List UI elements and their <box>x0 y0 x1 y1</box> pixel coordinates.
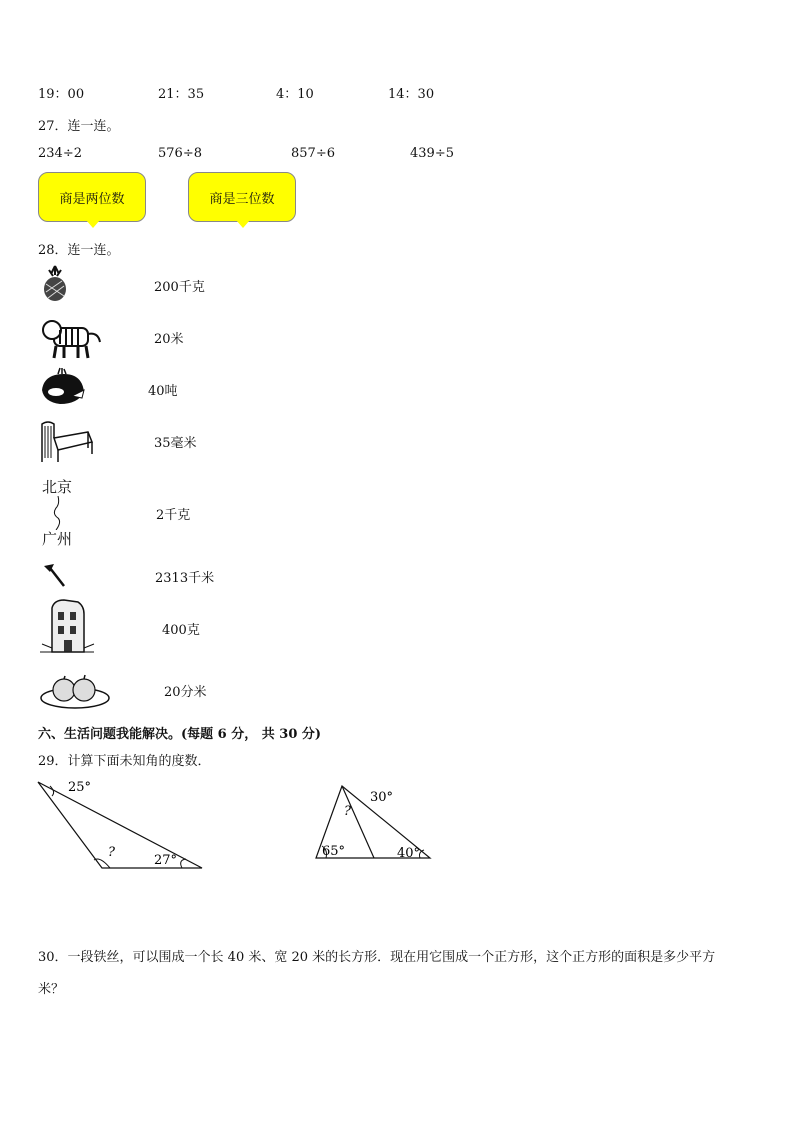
tiger-icon <box>38 312 102 362</box>
measure-1: 200千克 <box>154 280 205 295</box>
time-1: 19：00 <box>38 87 85 102</box>
triangle-2-top-angle: 30° <box>370 790 394 805</box>
measure-7: 400克 <box>162 623 200 638</box>
time-4: 14：30 <box>388 87 435 102</box>
measure-3: 40吨 <box>148 384 178 399</box>
measure-8: 20分米 <box>164 685 207 700</box>
triangle-2-bottom-left: 65° <box>322 844 346 859</box>
triangle-2-figure <box>312 782 436 862</box>
measure-2: 20米 <box>154 332 184 347</box>
measure-5: 2千克 <box>156 508 191 523</box>
bubble-three-digit-label: 商是三位数 <box>209 191 275 207</box>
q30-line-2: 米？ <box>38 982 65 997</box>
triangle-2-unknown: ? <box>344 804 351 819</box>
time-3: 4：10 <box>276 87 314 102</box>
q27-title: 27．连一连。 <box>38 119 120 134</box>
bubble-two-digit-label: 商是两位数 <box>59 191 125 207</box>
route-line <box>38 496 88 530</box>
measure-6: 2313千米 <box>155 571 215 586</box>
q30-line-1: 30．一段铁丝，可以围成一个长 40 米、宽 20 米的长方形．现在用它围成一个正方形，这个正方形的面积是多少平方 <box>38 950 716 965</box>
triangle-1-figure <box>36 776 208 872</box>
building-icon <box>38 598 96 654</box>
bubble-two-digit <box>38 172 146 222</box>
q29-title: 29．计算下面未知角的度数． <box>38 754 211 769</box>
bubble-three-digit <box>188 172 296 222</box>
map-label-beijing: 北京 <box>42 478 73 496</box>
triangle-1-bottom-right: 27° <box>154 853 178 868</box>
q28-title: 28．连一连。 <box>38 243 120 258</box>
triangle-1-top-angle: 25° <box>68 780 92 795</box>
bubble-tail <box>236 220 250 228</box>
q27-expr-4: 439÷5 <box>410 146 454 161</box>
triangle-1-unknown: ? <box>108 845 115 860</box>
q27-expr-2: 576÷8 <box>158 146 202 161</box>
measure-4: 35毫米 <box>154 436 197 451</box>
map-route-icon <box>38 476 88 548</box>
bed-icon <box>38 418 94 464</box>
map-label-guangzhou: 广州 <box>42 530 73 548</box>
triangle-2-bottom-right: 40° <box>397 846 421 861</box>
section-6-title: 六、生活问题我能解决。(每题 6 分， 共 30 分) <box>38 727 322 742</box>
whale-icon <box>38 366 88 406</box>
fruit-plate-icon <box>38 672 112 710</box>
bubble-tail <box>86 220 100 228</box>
nail-icon <box>38 560 70 590</box>
time-2: 21：35 <box>158 87 205 102</box>
pineapple-icon <box>38 264 72 302</box>
q27-expr-1: 234÷2 <box>38 146 82 161</box>
q27-expr-3: 857÷6 <box>291 146 335 161</box>
